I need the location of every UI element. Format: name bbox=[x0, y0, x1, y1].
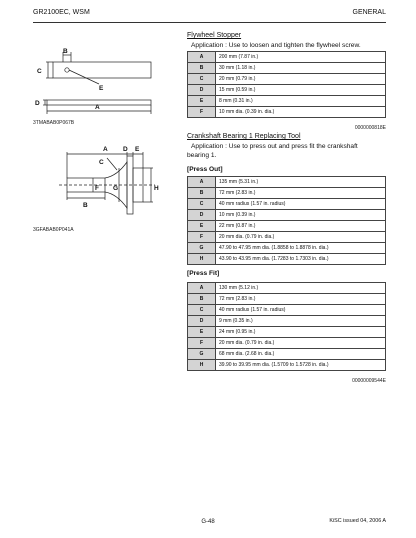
table-row bbox=[188, 294, 386, 305]
header-rule bbox=[33, 22, 386, 23]
spec-key: D bbox=[188, 210, 216, 221]
table-row bbox=[188, 338, 386, 349]
spec-key: F bbox=[188, 107, 216, 118]
flywheel-stopper-figure bbox=[33, 48, 153, 116]
spec-value: 10 mm (0.39 in.) bbox=[216, 210, 386, 221]
table-row bbox=[188, 188, 386, 199]
fig-label-e: E bbox=[135, 146, 140, 153]
table-row bbox=[188, 349, 386, 360]
application-line: bearing 1. bbox=[187, 152, 217, 159]
table-row bbox=[188, 199, 386, 210]
press-out-label: [Press Out] bbox=[187, 166, 223, 173]
table-row bbox=[188, 85, 386, 96]
spec-value: 39.90 to 39.95 mm dia. (1.5709 to 1.5728 in. dia.) bbox=[216, 360, 386, 371]
spec-key: F bbox=[188, 338, 216, 349]
table-row bbox=[188, 177, 386, 188]
press-fit-table bbox=[187, 282, 386, 371]
spec-value: 20 mm (0.79 in.) bbox=[216, 74, 386, 85]
table-row bbox=[188, 327, 386, 338]
crankshaft-doc-code: 00000009544E bbox=[352, 378, 386, 384]
spec-value: 72 mm (2.83 in.) bbox=[216, 294, 386, 305]
fig-label-a: A bbox=[95, 104, 100, 111]
spec-key: B bbox=[188, 188, 216, 199]
spec-value: 130 mm (5.12 in.) bbox=[216, 283, 386, 294]
spec-key: C bbox=[188, 305, 216, 316]
fig-label-c: C bbox=[37, 68, 42, 75]
spec-key: G bbox=[188, 349, 216, 360]
spec-key: B bbox=[188, 294, 216, 305]
spec-value: 24 mm (0.95 in.) bbox=[216, 327, 386, 338]
spec-key: E bbox=[188, 327, 216, 338]
fig-label-f: F bbox=[95, 185, 99, 192]
press-out-table bbox=[187, 176, 386, 265]
spec-key: H bbox=[188, 254, 216, 265]
fig-label-b: B bbox=[63, 48, 68, 55]
spec-value: 15 mm (0.59 in.) bbox=[216, 85, 386, 96]
spec-value: 20 mm dia. (0.79 in. dia.) bbox=[216, 338, 386, 349]
flywheel-figure-code: 3TMABAB0P067B bbox=[33, 120, 75, 126]
spec-value: 47.90 to 47.95 mm dia. (1.8858 to 1.8878 in. dia.) bbox=[216, 243, 386, 254]
fig-label-h: H bbox=[154, 185, 159, 192]
spec-key: E bbox=[188, 96, 216, 107]
table-row bbox=[188, 305, 386, 316]
spec-key: C bbox=[188, 74, 216, 85]
spec-value: 40 mm radius (1.57 in. radius) bbox=[216, 305, 386, 316]
table-row bbox=[188, 283, 386, 294]
fig-label-d: D bbox=[123, 146, 128, 153]
issue-info: KiSC issued 04, 2006 A bbox=[329, 518, 386, 524]
table-row bbox=[188, 96, 386, 107]
spec-value: 135 mm (5.31 in.) bbox=[216, 177, 386, 188]
flywheel-doc-code: 0000000818E bbox=[354, 125, 386, 131]
section-name: GENERAL bbox=[352, 9, 386, 16]
table-row bbox=[188, 360, 386, 371]
spec-key: A bbox=[188, 283, 216, 294]
table-row bbox=[188, 232, 386, 243]
spec-value: 22 mm (0.87 in.) bbox=[216, 221, 386, 232]
table-row bbox=[188, 52, 386, 63]
fig-label-g: G bbox=[113, 185, 119, 192]
spec-value: 20 mm dia. (0.79 in. dia.) bbox=[216, 232, 386, 243]
spec-key: H bbox=[188, 360, 216, 371]
flywheel-stopper-title: Flywheel Stopper bbox=[187, 32, 242, 39]
application-line: Application : Use to press out and press fit the crankshaft bbox=[191, 143, 358, 150]
press-fit-label: [Press Fit] bbox=[187, 270, 220, 277]
flywheel-spec-table bbox=[187, 51, 386, 118]
bearing-tool-figure bbox=[33, 144, 165, 222]
fig-label-a: A bbox=[103, 146, 108, 153]
spec-key: A bbox=[188, 52, 216, 63]
spec-value: 40 mm radius (1.57 in. radius) bbox=[216, 199, 386, 210]
table-row bbox=[188, 243, 386, 254]
fig-label-e: E bbox=[99, 85, 104, 92]
table-row bbox=[188, 254, 386, 265]
spec-value: 200 mm (7.87 in.) bbox=[216, 52, 386, 63]
fig-label-d: D bbox=[35, 100, 40, 107]
spec-value: 72 mm (2.83 in.) bbox=[216, 188, 386, 199]
manual-title: GR2100EC, WSM bbox=[33, 9, 90, 16]
table-row bbox=[188, 221, 386, 232]
spec-key: F bbox=[188, 232, 216, 243]
page-number: G-48 bbox=[201, 519, 215, 525]
spec-key: C bbox=[188, 199, 216, 210]
spec-key: D bbox=[188, 85, 216, 96]
spec-key: B bbox=[188, 63, 216, 74]
spec-value: 8 mm (0.31 in.) bbox=[216, 96, 386, 107]
table-row bbox=[188, 63, 386, 74]
spec-key: E bbox=[188, 221, 216, 232]
table-row bbox=[188, 74, 386, 85]
spec-key: G bbox=[188, 243, 216, 254]
fig-label-c: C bbox=[99, 159, 104, 166]
spec-key: A bbox=[188, 177, 216, 188]
spec-value: 30 mm (1.18 in.) bbox=[216, 63, 386, 74]
spec-value: 68 mm dia. (2.68 in. dia.) bbox=[216, 349, 386, 360]
fig-label-b: B bbox=[83, 202, 88, 209]
flywheel-application: Application : Use to loosen and tighten the flywheel screw. bbox=[191, 42, 361, 49]
table-row bbox=[188, 316, 386, 327]
spec-value: 10 mm dia. (0.39 in. dia.) bbox=[216, 107, 386, 118]
crankshaft-tool-title: Crankshaft Bearing 1 Replacing Tool bbox=[187, 133, 301, 140]
bearing-figure-code: 3GFABAB0P041A bbox=[33, 227, 74, 233]
table-row bbox=[188, 210, 386, 221]
spec-key: D bbox=[188, 316, 216, 327]
crankshaft-application bbox=[187, 142, 383, 160]
spec-value: 9 mm (0.35 in.) bbox=[216, 316, 386, 327]
table-row bbox=[188, 107, 386, 118]
spec-value: 43.90 to 43.95 mm dia. (1.7283 to 1.7303 in. dia.) bbox=[216, 254, 386, 265]
